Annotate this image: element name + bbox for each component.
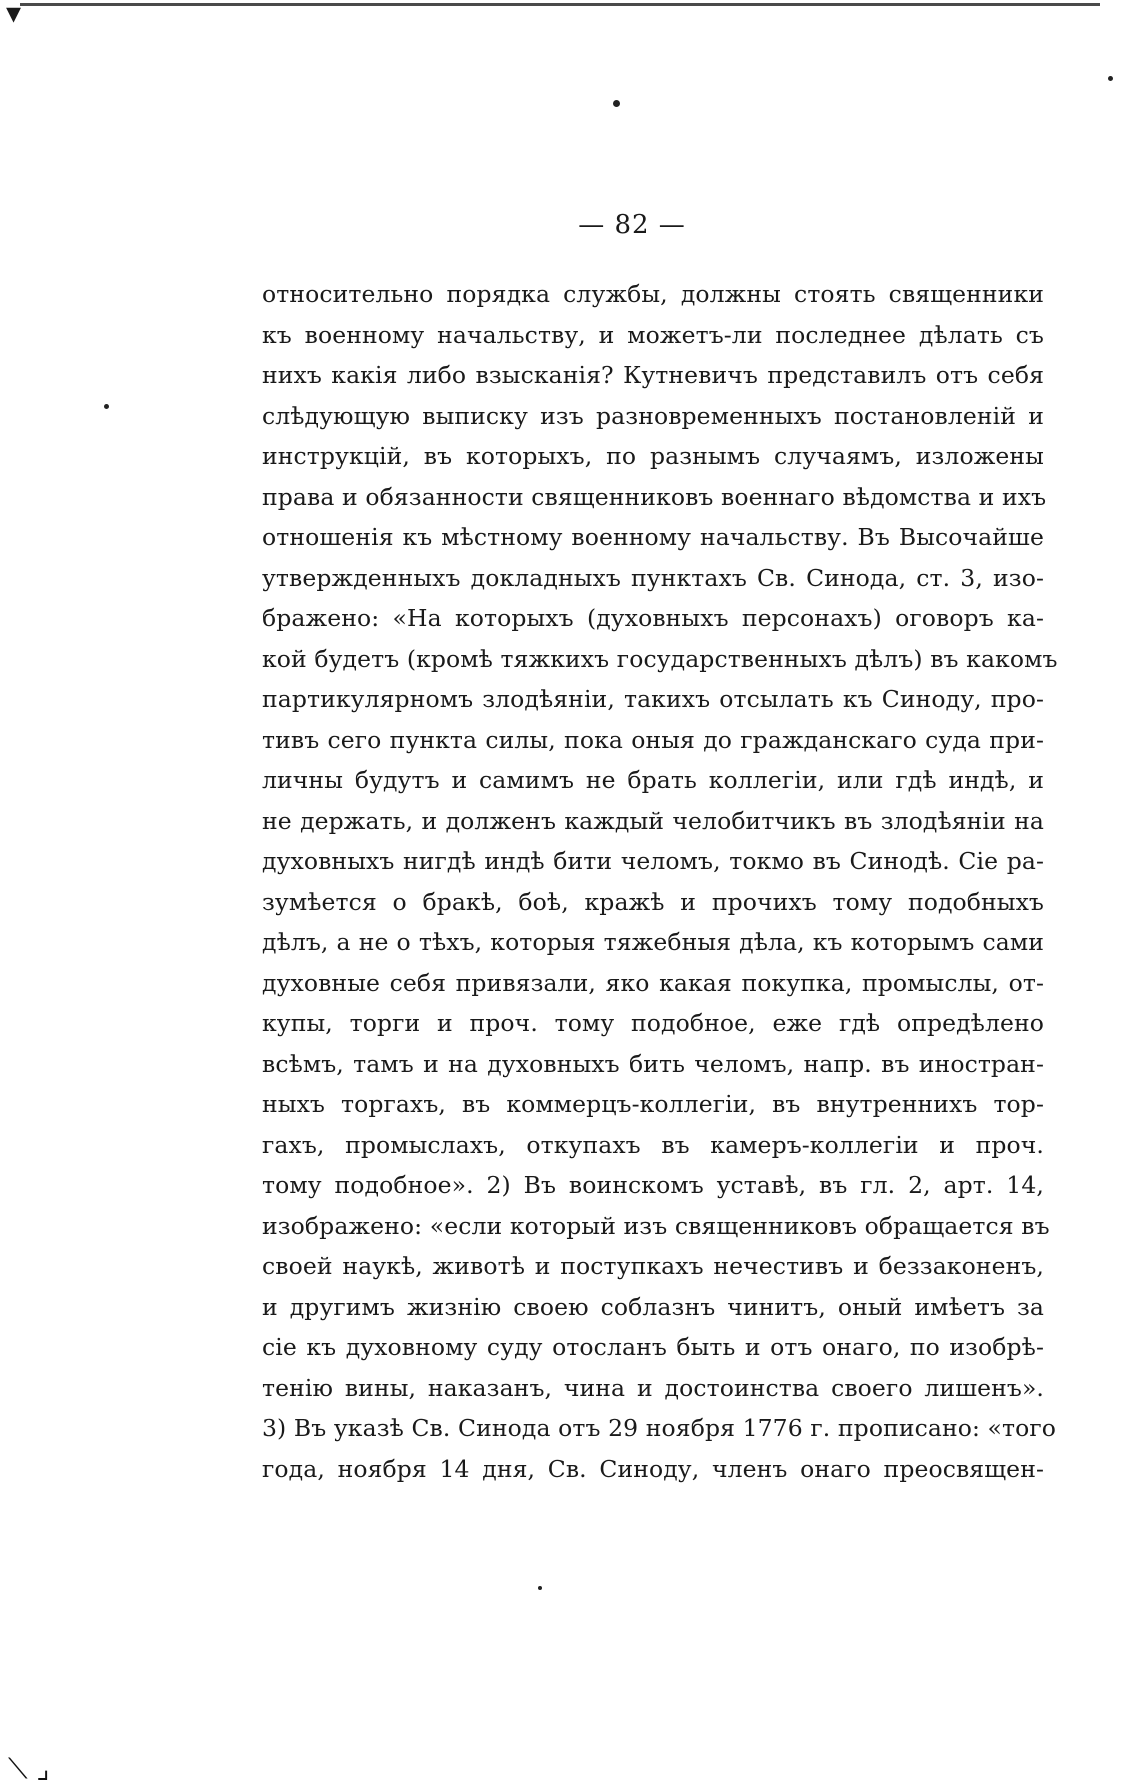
text-line: слѣдующую выписку изъ разновременныхъ постановленій и bbox=[262, 401, 1044, 430]
text-line: личны будутъ и самимъ не брать коллегіи, или гдѣ индѣ, и bbox=[262, 766, 1044, 794]
text-line: сіе къ духовному суду отосланъ быть и отъ онаго, по изобрѣ- bbox=[262, 1333, 1044, 1361]
text-line: изображено: «если который изъ священниковъ обращается въ bbox=[262, 1211, 1050, 1240]
text-line: тому подобное». 2) Въ воинскомъ уставѣ, въ гл. 2, арт. 14, bbox=[262, 1171, 1044, 1199]
ink-speck bbox=[613, 100, 620, 107]
text-line: и другимъ жизнію своею соблазнъ чинитъ, оный имѣетъ за bbox=[262, 1292, 1044, 1321]
text-line: тивъ сего пункта силы, пока оныя до гражданскаго суда при- bbox=[262, 725, 1044, 754]
page-number: — 82 — bbox=[578, 210, 686, 240]
text-line: нихъ какія либо взысканія? Кутневичъ представилъ отъ себя bbox=[262, 361, 1044, 389]
text-line: ныхъ торгахъ, въ коммерцъ-коллегіи, въ внутреннихъ тор- bbox=[262, 1090, 1044, 1118]
ink-speck bbox=[104, 404, 109, 409]
text-line: бражено: «На которыхъ (духовныхъ персонахъ) оговоръ ка- bbox=[262, 604, 1044, 632]
text-line: духовныхъ нигдѣ индѣ бити челомъ, токмо въ Синодѣ. Сіе ра- bbox=[262, 847, 1044, 875]
text-line: всѣмъ, тамъ и на духовныхъ бить челомъ, напр. въ иностран- bbox=[262, 1049, 1044, 1078]
text-line: дѣлъ, а не о тѣхъ, которыя тяжебныя дѣла, къ которымъ сами bbox=[262, 928, 1044, 956]
text-line: тенію вины, наказанъ, чина и достоинства своего лишенъ». bbox=[262, 1373, 1044, 1402]
ink-speck bbox=[1108, 76, 1113, 81]
text-line: своей наукѣ, животѣ и поступкахъ нечестивъ и беззаконенъ, bbox=[262, 1252, 1044, 1280]
text-line: къ военному начальству, и можетъ-ли последнее дѣлать съ bbox=[262, 320, 1044, 349]
text-line: зумѣется о бракѣ, боѣ, кражѣ и прочихъ тому подобныхъ bbox=[262, 887, 1044, 916]
body-text bbox=[262, 274, 1058, 1489]
text-line: партикулярномъ злодѣяніи, такихъ отсылать къ Синоду, про- bbox=[262, 685, 1044, 713]
bottom-corner-ink-marks: ⟍ ⌟ bbox=[8, 1752, 50, 1785]
text-line: кой будетъ (кромѣ тяжкихъ государственныхъ дѣлъ) въ какомъ bbox=[262, 644, 1058, 673]
ink-speck bbox=[538, 1586, 542, 1590]
text-line: отношенія къ мѣстному военному начальству. Въ Высочайше bbox=[262, 523, 1044, 551]
text-line: права и обязанности священниковъ военнаго вѣдомства и ихъ bbox=[262, 482, 1047, 511]
text-line: инструкцій, въ которыхъ, по разнымъ случаямъ, изложены bbox=[262, 442, 1044, 470]
text-line: утвержденныхъ докладныхъ пунктахъ Св. Синода, ст. 3, изо- bbox=[262, 563, 1044, 592]
text-line: гахъ, промыслахъ, откупахъ въ камеръ-коллегіи и проч. bbox=[262, 1130, 1044, 1159]
text-line: 3) Въ указѣ Св. Синода отъ 29 ноября 1776 г. прописано: «того bbox=[262, 1414, 1057, 1442]
text-line: года, ноября 14 дня, Св. Синоду, членъ онаго преосвящен- bbox=[262, 1454, 1044, 1483]
text-line: относительно порядка службы, должны стоять священники bbox=[262, 280, 1044, 308]
text-line: купы, торги и проч. тому подобное, еже гдѣ опредѣлено bbox=[262, 1009, 1044, 1037]
text-line: духовные себя привязали, яко какая покупка, промыслы, от- bbox=[262, 968, 1044, 997]
text-line: не держать, и долженъ каждый челобитчикъ въ злодѣяніи на bbox=[262, 806, 1044, 835]
top-edge-rule bbox=[20, 3, 1100, 6]
corner-ink-mark: ▾ bbox=[6, 0, 22, 31]
